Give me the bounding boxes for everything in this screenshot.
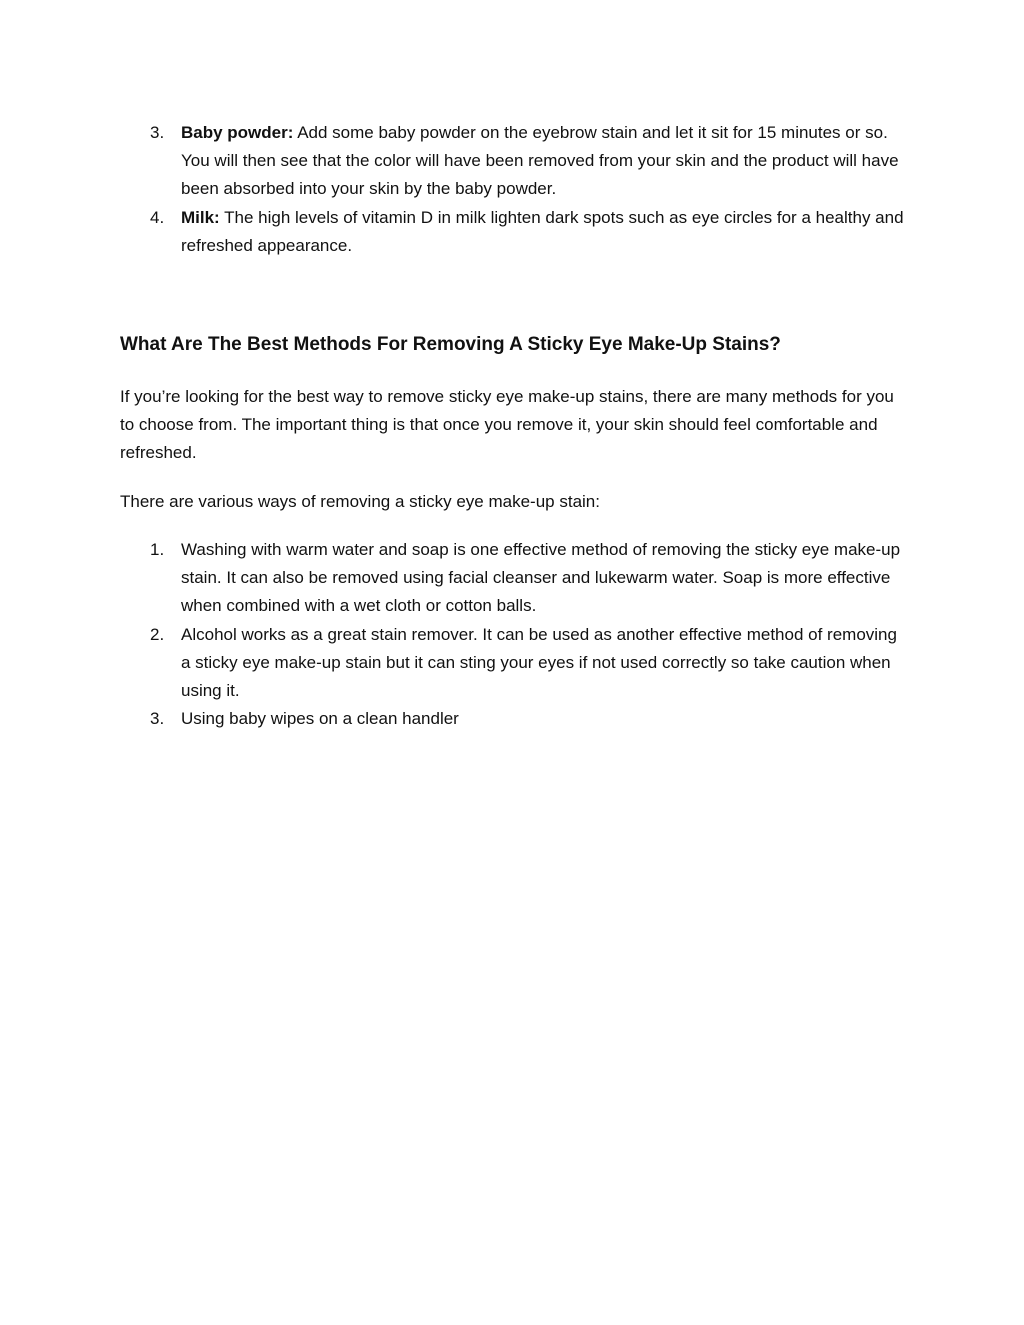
methods-intro-paragraph: There are various ways of removing a sticky eye make-up stain: (120, 492, 600, 511)
list-item (120, 705, 910, 733)
list-item (120, 204, 910, 260)
list-number: 1. (150, 540, 165, 559)
list-number: 2. (150, 624, 165, 644)
intro-paragraph: If you’re looking for the best way to remove sticky eye make-up stains, there are many methods for you to choose from. The important thing is that once you remove it, your skin should feel comfortable and refreshed. (120, 387, 894, 463)
list-term: Milk: (181, 207, 220, 227)
list-term: Baby powder: (181, 123, 294, 142)
list-number: 3. (150, 123, 165, 142)
list-item (120, 621, 910, 706)
section-heading: What Are The Best Methods For Removing A Sticky Eye Make-Up Stains? (120, 334, 781, 355)
methods-list (120, 536, 910, 733)
list-item (120, 536, 910, 621)
remedies-list (120, 119, 910, 260)
list-number: 4. (150, 207, 165, 227)
list-number: 3. (150, 709, 165, 729)
list-text: Add some baby powder on the eyebrow stain and let it sit for 15 minutes or so. You will then see that the color will have been removed from your skin and the product will have been absorbed into your skin by the baby powder. (181, 123, 899, 199)
list-item (120, 119, 910, 204)
list-text: Using baby wipes on a clean handler (181, 709, 459, 729)
list-text: Alcohol works as a great stain remover. It can be used as another effective method of removing a sticky eye make-up stain but it can sting your eyes if not used correctly so take caution when using it. (181, 624, 897, 701)
list-text: The high levels of vitamin D in milk lighten dark spots such as eye circles for a healthy and refreshed appearance. (181, 207, 904, 255)
list-text: Washing with warm water and soap is one effective method of removing the sticky eye make-up stain. It can also be removed using facial cleanser and lukewarm water. Soap is more effective when combined with a wet cloth or cotton balls. (181, 540, 901, 616)
